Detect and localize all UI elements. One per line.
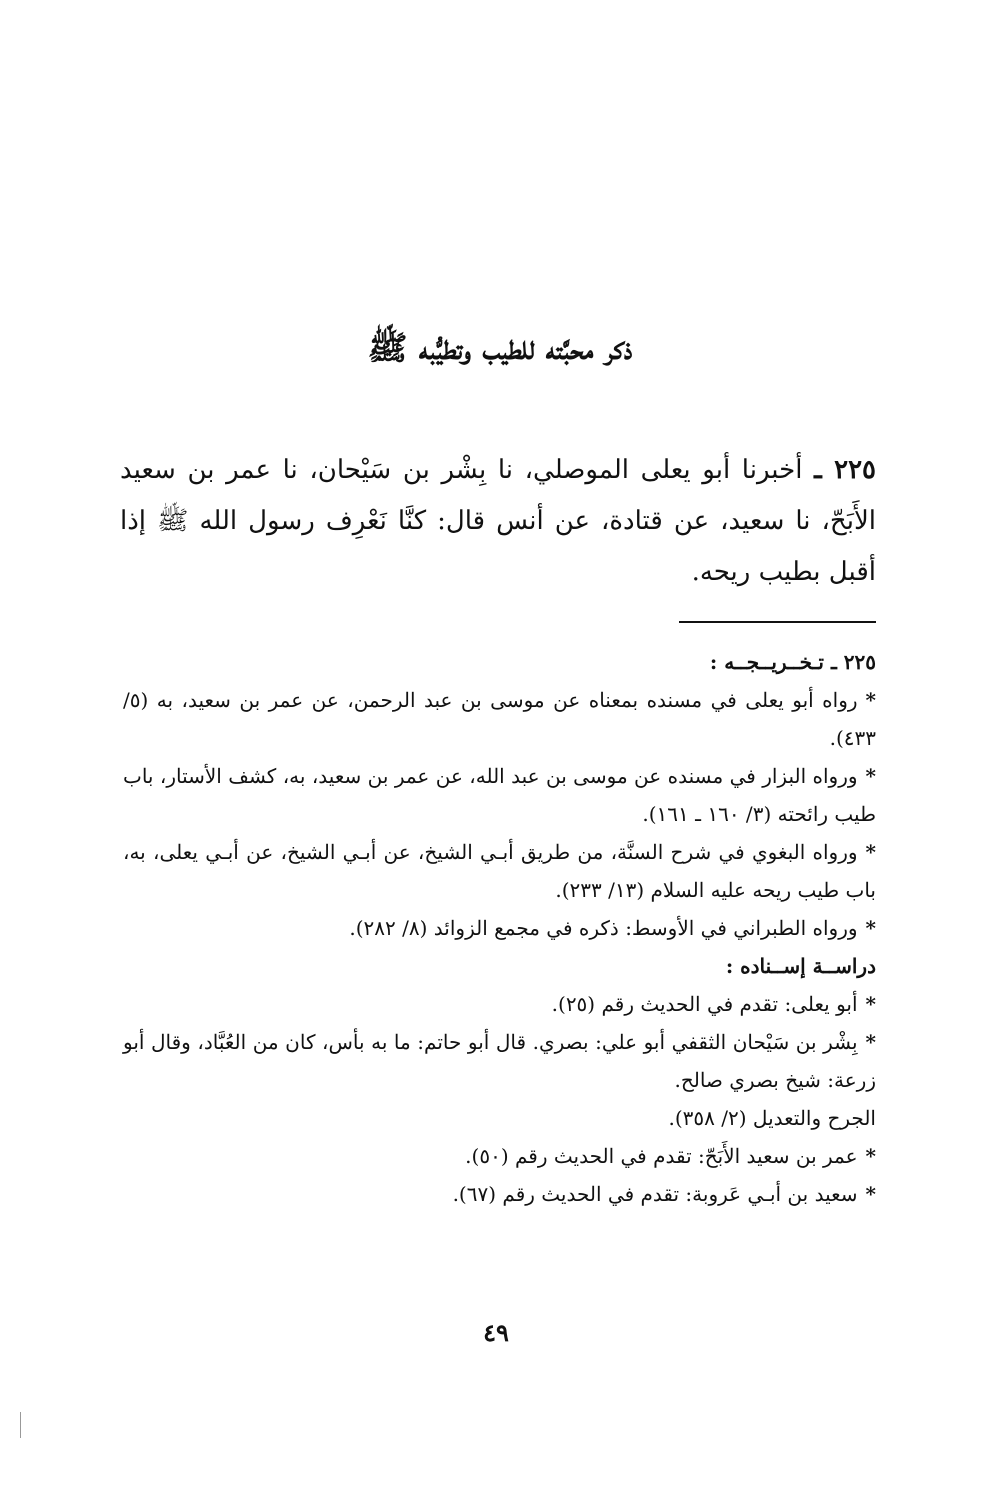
bullet-star-icon: * [865, 840, 876, 864]
takhrij-heading: ٢٢٥ ـ تـخــريــجــه : [709, 650, 876, 674]
page-number: ٤٩ [483, 1318, 509, 1347]
dirasa-item [123, 985, 876, 1023]
dirasa-item [123, 1175, 876, 1213]
hadith-number: ٢٢٥ ـ [814, 455, 877, 485]
hadith-text [120, 445, 876, 598]
dirasa-reference-text: الجرح والتعديل (٢/ ٣٥٨). [668, 1106, 876, 1130]
takhrij-item-text: ورواه الطبراني في الأوسط: ذكره في مجمع الزوائد (٨/ ٢٨٢). [349, 916, 858, 940]
takhrij-item [123, 757, 876, 833]
takhrij-item [123, 681, 876, 757]
dirasa-item-text: عمر بن سعيد الأَبَحّ: تقدم في الحديث رقم (٥٠). [465, 1144, 858, 1168]
takhrij-item [123, 833, 876, 909]
bullet-star-icon: * [865, 992, 876, 1016]
dirasa-item [123, 1137, 876, 1175]
bullet-star-icon: * [865, 1182, 876, 1206]
bullet-star-icon: * [865, 688, 876, 712]
takhrij-item-text: ورواه البزار في مسنده عن موسى بن عبد الله، عن عمر بن سعيد، به، كشف الأستار، باب طيب رائحته (٣/ ١٦٠ ـ ١٦١). [123, 764, 876, 826]
bullet-star-icon: * [865, 916, 876, 940]
dirasa-reference [123, 1099, 876, 1137]
takhrij-item [123, 909, 876, 947]
footnotes [123, 643, 876, 1213]
dirasa-item [123, 1023, 876, 1099]
bullet-star-icon: * [865, 1144, 876, 1168]
dirasa-item-text: أبو يعلى: تقدم في الحديث رقم (٢٥). [551, 992, 858, 1016]
scan-margin-mark [20, 1412, 21, 1438]
hadith-body: أخبرنا أبو يعلى الموصلي، نا بِشْر بن سَيْحان، نا عمر بن سعيد الأَبَحّ، نا سعيد، عن قتادة، عن أنس قال: كنَّا نَعْرِف رسول الله ﷺ إذا أقبل بطيب ريحه. [120, 455, 876, 587]
dirasa-item-text: سعيد بن أبـي عَروبة: تقدم في الحديث رقم (٦٧). [452, 1182, 858, 1206]
bullet-star-icon: * [865, 764, 876, 788]
takhrij-item-text: ورواه البغوي في شرح السنَّة، من طريق أبـي الشيخ، عن أبـي الشيخ، عن أبـي يعلى، به، باب طيب ريحه عليه السلام (١٣/ ٢٣٣). [123, 840, 876, 902]
dirasa-heading: دراســة إســناده : [725, 954, 876, 978]
takhrij-item-text: رواه أبو يعلى في مسنده بمعناه عن موسى بن عبد الرحمن، عن عمر بن سعيد، به (٥/ ٤٣٣). [123, 688, 876, 750]
bullet-star-icon: * [865, 1030, 876, 1054]
chapter-title: ذكر محبَّته للطيب وتطيُّبه ﷺ [367, 328, 633, 367]
dirasa-item-text: بِشْر بن سَيْحان الثقفي أبو علي: بصري. قال أبو حاتم: ما به بأس، كان من العُبَّاد، وقال أبو زرعة: شيخ بصري صالح. [123, 1030, 876, 1092]
footnote-separator [679, 621, 876, 623]
